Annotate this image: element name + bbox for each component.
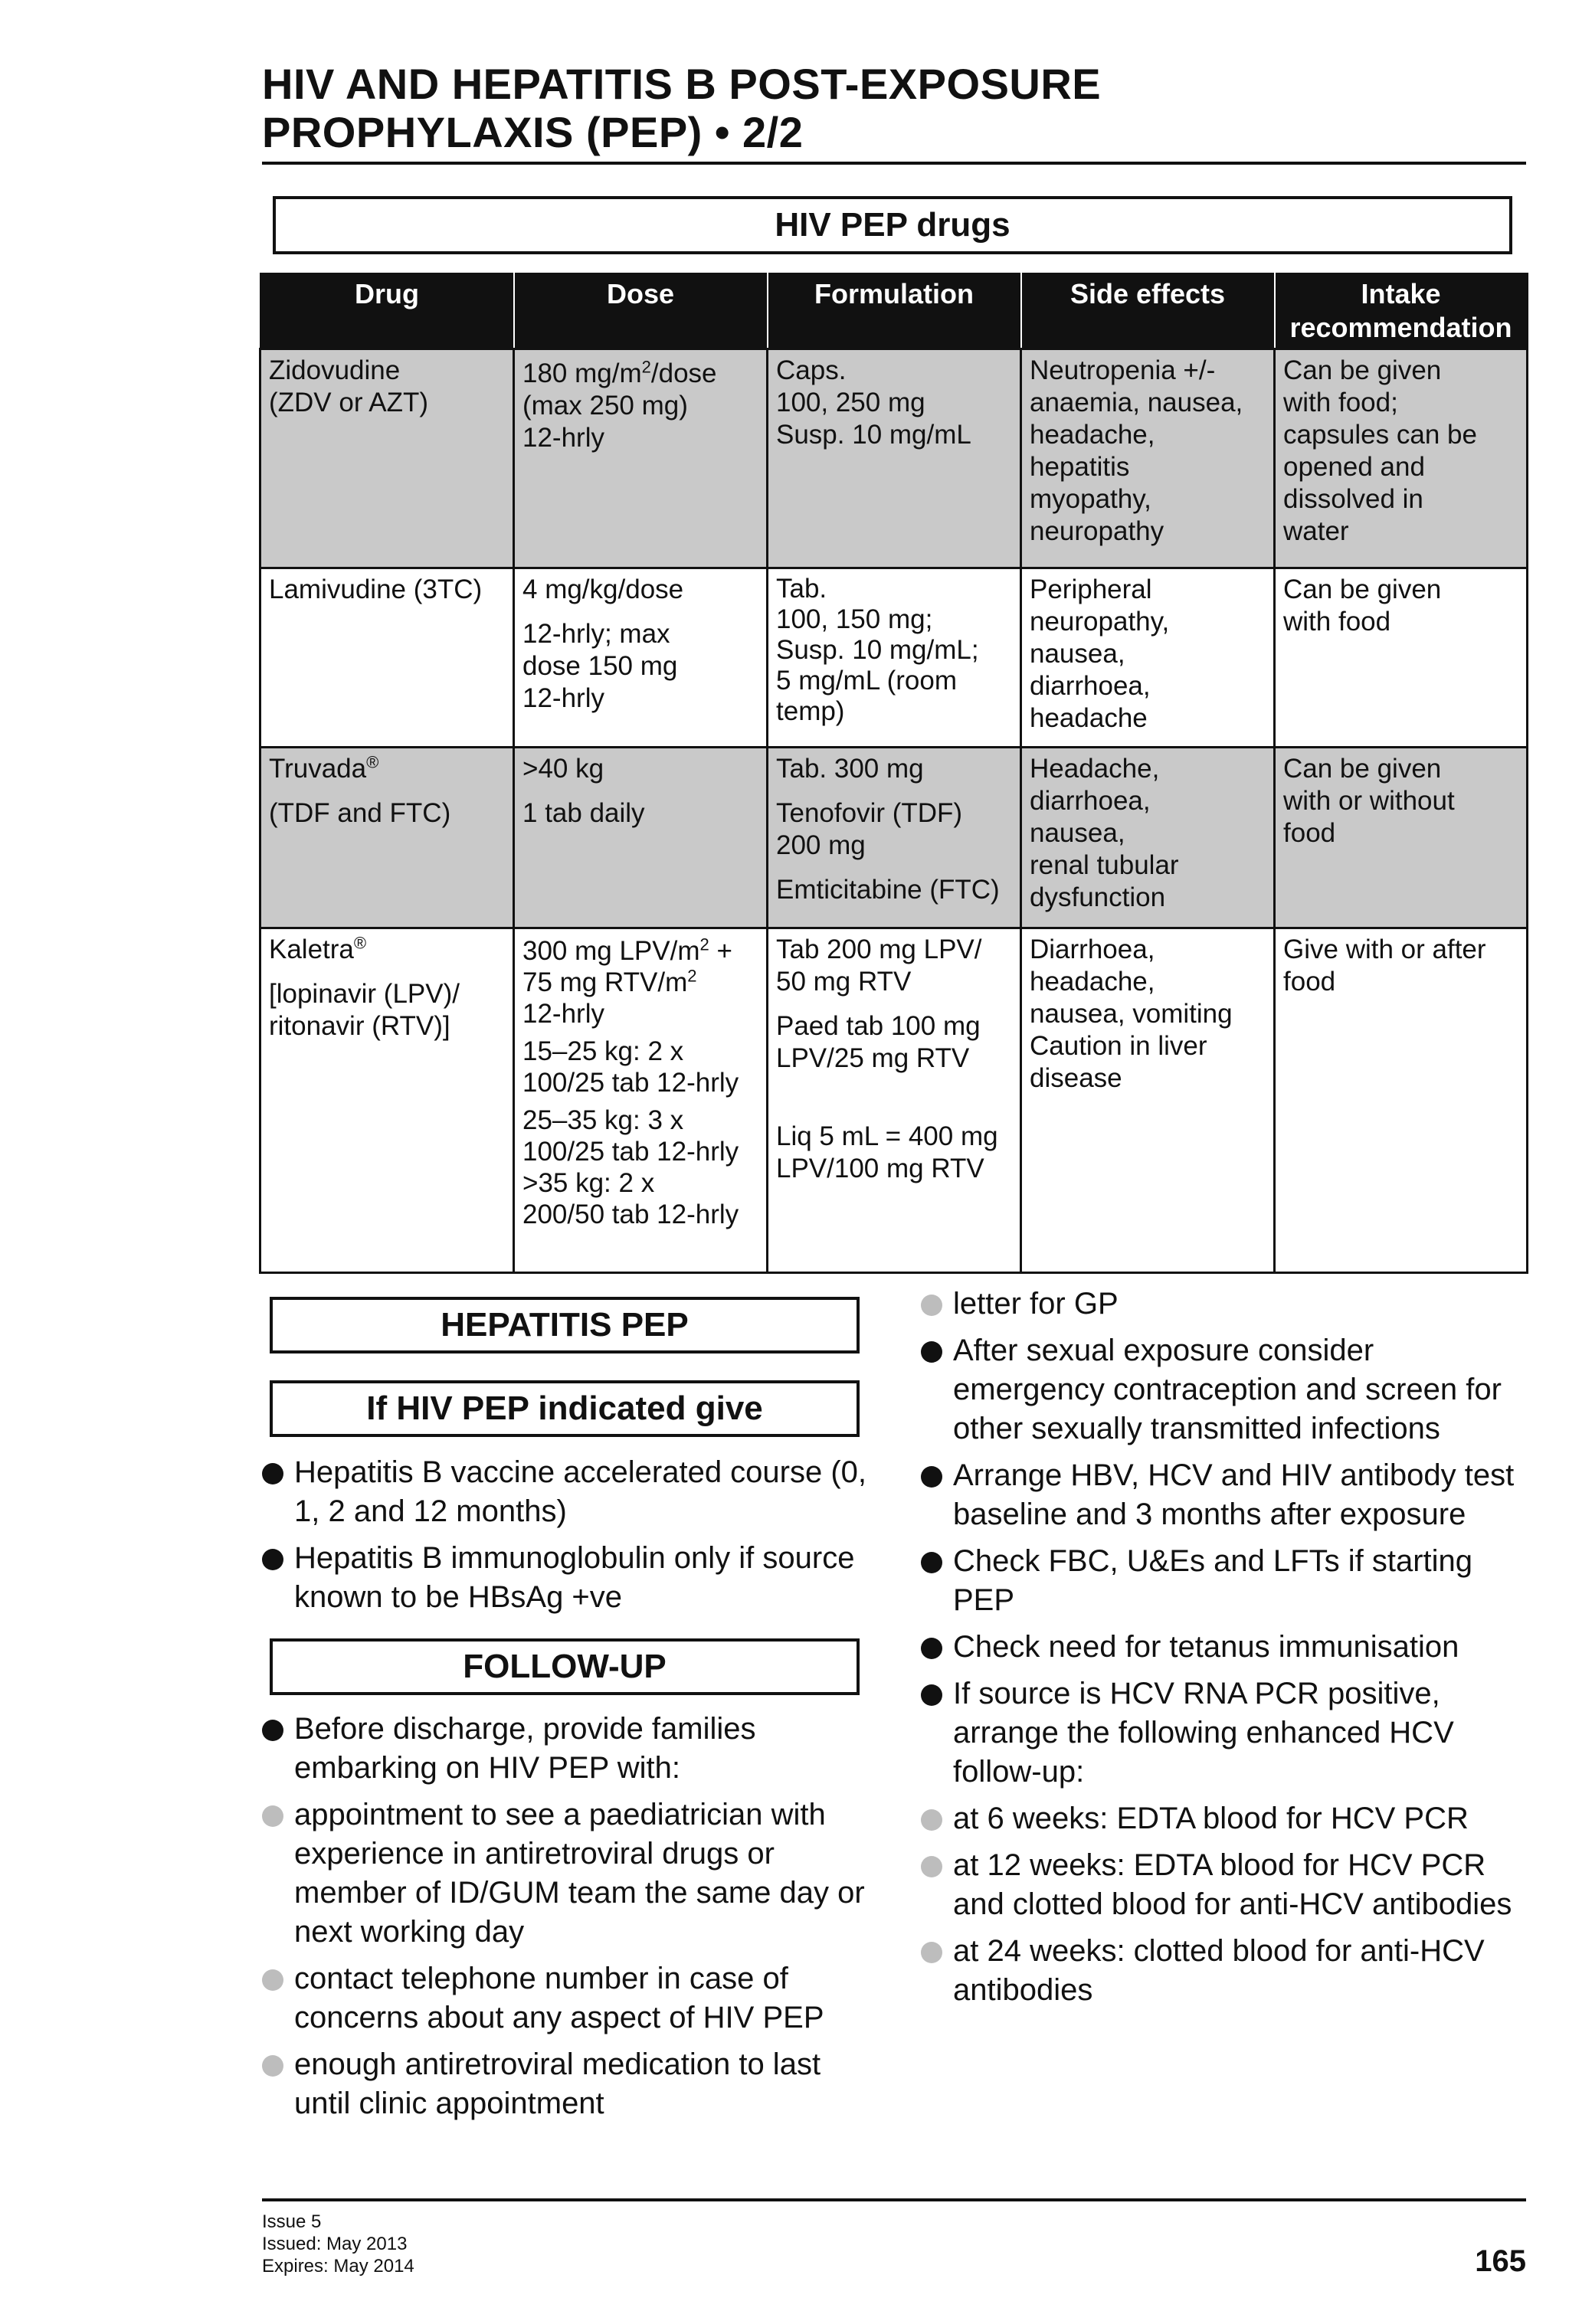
- issued-date: Issued: May 2013: [262, 2234, 408, 2254]
- cell-line: Zidovudine: [269, 355, 401, 385]
- cell-line: Tenofovir (TDF): [776, 798, 963, 828]
- cell-line: Diarrhoea,: [1030, 935, 1155, 964]
- follow-up-list-right: [919, 1285, 1532, 2018]
- hiv-pep-drugs-heading: HIV PEP drugs: [273, 196, 1512, 254]
- dose-text: /dose: [650, 358, 717, 388]
- cell-line: with or without: [1283, 786, 1455, 816]
- cell-line: Tab 200 mg LPV/: [776, 935, 982, 964]
- cell-line: food: [1283, 818, 1336, 848]
- list-item-text: Hepatitis B immunoglobulin only if source known to be HBsAg +ve: [294, 1541, 855, 1614]
- cell-formulation: [768, 748, 1021, 928]
- cell-line: Neutropenia +/-: [1030, 355, 1216, 385]
- cell-line: Can be given: [1283, 355, 1442, 385]
- list-item: [919, 1331, 1532, 1448]
- bullet-icon: [921, 1341, 942, 1363]
- sub-bullet-icon: [921, 1856, 942, 1877]
- cell-intake: [1275, 349, 1528, 568]
- cell-formulation: [768, 349, 1021, 568]
- bullet-icon: [921, 1638, 942, 1659]
- column-header-intake: Intake recommendation: [1275, 273, 1528, 349]
- cell-line: headache,: [1030, 420, 1155, 450]
- cell-side-effects: [1021, 748, 1275, 928]
- cell-formulation: [768, 568, 1021, 748]
- column-header-formulation: Formulation: [768, 273, 1021, 349]
- cell-line: 50 mg RTV: [776, 967, 912, 997]
- cell-line: renal tubular: [1030, 850, 1179, 880]
- cell-line: [269, 753, 505, 785]
- drug-name: Kaletra: [269, 935, 354, 964]
- list-item-text: After sexual exposure consider emergency contraception and screen for other sexually transmitted infections: [953, 1334, 1502, 1445]
- title-line-2: PROPHYLAXIS (PEP) • 2/2: [262, 108, 804, 156]
- cell-line: 15–25 kg: 2 x: [522, 1036, 684, 1066]
- cell-line: disease: [1030, 1063, 1122, 1093]
- title-rule: [262, 162, 1526, 165]
- sub-bullet-icon: [921, 1942, 942, 1963]
- cell-line: 4 mg/kg/dose: [522, 574, 684, 604]
- column-header-drug: Drug: [260, 273, 514, 349]
- list-item: [919, 1799, 1532, 1838]
- superscript: 2: [699, 935, 709, 954]
- bullet-icon: [262, 1549, 283, 1570]
- bullet-icon: [921, 1466, 942, 1488]
- footer-info: [262, 2211, 414, 2277]
- cell-intake: [1275, 568, 1528, 748]
- bullet-icon: [262, 1720, 283, 1741]
- cell-line: diarrhoea,: [1030, 786, 1151, 816]
- list-item-text: Hepatitis B vaccine accelerated course (0, 1, 2 and 12 months): [294, 1455, 867, 1528]
- cell-line: dose 150 mg: [522, 651, 678, 681]
- hepatitis-pep-heading: HEPATITIS PEP: [270, 1297, 860, 1353]
- cell-side-effects: [1021, 349, 1275, 568]
- cell-line: 100, 250 mg: [776, 388, 925, 417]
- cell-line: [522, 358, 758, 390]
- hiv-pep-drugs-table: [259, 273, 1528, 1274]
- cell-line: neuropathy: [1030, 516, 1164, 546]
- cell-line: Headache,: [1030, 754, 1160, 784]
- cell-line: >35 kg: 2 x: [522, 1168, 655, 1198]
- cell-line: nausea,: [1030, 639, 1125, 669]
- list-item: [919, 1628, 1532, 1667]
- cell-line: opened and: [1283, 452, 1425, 482]
- cell-line: [522, 935, 758, 967]
- cell-line: Lamivudine (3TC): [269, 574, 483, 604]
- cell-line: Can be given: [1283, 754, 1442, 784]
- cell-line: with food;: [1283, 388, 1398, 417]
- cell-formulation: [768, 928, 1021, 1273]
- cell-line: Emticitabine (FTC): [776, 875, 1000, 905]
- list-item-text: at 6 weeks: EDTA blood for HCV PCR: [953, 1802, 1469, 1835]
- sub-bullet-icon: [921, 1295, 942, 1316]
- bullet-icon: [921, 1552, 942, 1573]
- cell-line: Tab.: [776, 574, 827, 604]
- bullet-icon: [262, 1463, 283, 1484]
- cell-intake: [1275, 748, 1528, 928]
- hepatitis-list: [260, 1453, 873, 1625]
- table-row-zidovudine: [260, 349, 1528, 568]
- superscript: 2: [641, 357, 651, 377]
- list-item: [919, 1456, 1532, 1534]
- cell-line: nausea,: [1030, 818, 1125, 848]
- cell-line: Tab. 300 mg: [776, 754, 924, 784]
- issue-number: Issue 5: [262, 2211, 322, 2232]
- list-item: [260, 1453, 873, 1531]
- cell-line: Caps.: [776, 355, 847, 385]
- cell-line: Give with or after: [1283, 935, 1486, 964]
- cell-line: LPV/100 mg RTV: [776, 1154, 984, 1183]
- column-header-side-effects: Side effects: [1021, 273, 1275, 349]
- cell-drug: [260, 568, 514, 748]
- footer-rule: [262, 2198, 1526, 2201]
- cell-line: Liq 5 mL = 400 mg: [776, 1121, 998, 1151]
- dose-text: 180 mg/m: [522, 358, 642, 388]
- sub-bullet-icon: [262, 1805, 283, 1827]
- follow-up-heading: FOLLOW-UP: [270, 1638, 860, 1695]
- list-item-text: letter for GP: [953, 1287, 1119, 1321]
- expires-date: Expires: May 2014: [262, 2256, 414, 2277]
- follow-up-list-left: [260, 1710, 873, 2131]
- list-item-text: enough antiretroviral medication to last until clinic appointment: [294, 2047, 821, 2120]
- cell-line: Susp. 10 mg/mL: [776, 420, 971, 450]
- cell-line: hepatitis: [1030, 452, 1130, 482]
- cell-line: 12-hrly: [522, 683, 604, 713]
- cell-line: [269, 934, 505, 966]
- cell-line: Paed tab 100 mg: [776, 1011, 981, 1041]
- cell-line: headache: [1030, 703, 1148, 733]
- list-item: [919, 1846, 1532, 1924]
- cell-line: with food: [1283, 607, 1391, 637]
- cell-line: 200 mg: [776, 830, 866, 860]
- cell-line: [lopinavir (LPV)/: [269, 979, 460, 1009]
- cell-line: Susp. 10 mg/mL;: [776, 635, 979, 665]
- superscript: 2: [687, 966, 697, 986]
- dose-text: 75 mg RTV/m: [522, 967, 688, 997]
- list-item-text: Check need for tetanus immunisation: [953, 1630, 1459, 1664]
- page-number: 165: [1475, 2244, 1526, 2278]
- cell-line: 12-hrly: [522, 999, 604, 1029]
- cell-line: Can be given: [1283, 574, 1442, 604]
- cell-line: (ZDV or AZT): [269, 388, 429, 417]
- list-item-text: at 12 weeks: EDTA blood for HCV PCR and clotted blood for anti-HCV antibodies: [953, 1848, 1512, 1921]
- list-item: [919, 1674, 1532, 1792]
- cell-line: Caution in liver: [1030, 1031, 1207, 1061]
- dose-text: 300 mg LPV/m: [522, 936, 700, 966]
- bullet-icon: [921, 1684, 942, 1706]
- list-item: [919, 1542, 1532, 1620]
- sub-bullet-icon: [262, 1969, 283, 1991]
- table-row-kaletra: [260, 928, 1528, 1273]
- cell-side-effects: [1021, 568, 1275, 748]
- cell-line: 12-hrly: [522, 423, 604, 453]
- registered-mark: ®: [366, 752, 379, 772]
- cell-line: water: [1283, 516, 1349, 546]
- list-item-text: Check FBC, U&Es and LFTs if starting PEP: [953, 1544, 1473, 1617]
- list-item: [260, 2045, 873, 2123]
- cell-intake: [1275, 928, 1528, 1273]
- cell-line: dissolved in: [1283, 484, 1423, 514]
- cell-dose: [514, 748, 768, 928]
- cell-line: myopathy,: [1030, 484, 1151, 514]
- table-row-truvada: [260, 748, 1528, 928]
- cell-drug: [260, 349, 514, 568]
- cell-drug: [260, 928, 514, 1273]
- list-item: [919, 1932, 1532, 2010]
- list-item: [919, 1285, 1532, 1324]
- list-item-text: If source is HCV RNA PCR positive, arrange the following enhanced HCV follow-up:: [953, 1677, 1454, 1789]
- list-item-text: at 24 weeks: clotted blood for anti-HCV antibodies: [953, 1934, 1485, 2007]
- cell-line: 1 tab daily: [522, 798, 645, 828]
- list-item: [260, 1795, 873, 1952]
- list-item: [260, 1710, 873, 1788]
- cell-line: diarrhoea,: [1030, 671, 1151, 701]
- cell-line: 100/25 tab 12-hrly: [522, 1137, 739, 1167]
- cell-dose: [514, 568, 768, 748]
- dose-text: +: [709, 936, 732, 966]
- drug-name: Truvada: [269, 754, 367, 784]
- cell-line: 25–35 kg: 3 x: [522, 1105, 684, 1135]
- cell-line: LPV/25 mg RTV: [776, 1043, 970, 1073]
- cell-dose: [514, 928, 768, 1273]
- cell-line: food: [1283, 967, 1336, 997]
- if-hiv-pep-indicated-heading: If HIV PEP indicated give: [270, 1380, 860, 1437]
- registered-mark: ®: [353, 933, 367, 953]
- cell-line: 100, 150 mg;: [776, 604, 933, 634]
- list-item-text: Before discharge, provide families embarking on HIV PEP with:: [294, 1712, 756, 1785]
- cell-line: nausea, vomiting: [1030, 999, 1233, 1029]
- cell-line: (TDF and FTC): [269, 798, 451, 828]
- cell-line: 200/50 tab 12-hrly: [522, 1200, 739, 1229]
- cell-line: capsules can be: [1283, 420, 1477, 450]
- list-item-text: Arrange HBV, HCV and HIV antibody test baseline and 3 months after exposure: [953, 1458, 1515, 1531]
- table-row-lamivudine: [260, 568, 1528, 748]
- cell-drug: [260, 748, 514, 928]
- cell-line: >40 kg: [522, 754, 604, 784]
- cell-line: 100/25 tab 12-hrly: [522, 1068, 739, 1098]
- cell-line: headache,: [1030, 967, 1155, 997]
- table-header-row: [260, 273, 1528, 349]
- cell-line: ritonavir (RTV)]: [269, 1011, 450, 1041]
- column-header-dose: Dose: [514, 273, 768, 349]
- cell-dose: [514, 349, 768, 568]
- cell-line: neuropathy,: [1030, 607, 1170, 637]
- cell-line: anaemia, nausea,: [1030, 388, 1243, 417]
- list-item: [260, 1539, 873, 1617]
- cell-line: 5 mg/mL (room: [776, 666, 957, 696]
- sub-bullet-icon: [262, 2055, 283, 2077]
- cell-side-effects: [1021, 928, 1275, 1273]
- title-line-1: HIV AND HEPATITIS B POST-EXPOSURE: [262, 60, 1102, 108]
- list-item-text: appointment to see a paediatrician with experience in antiretroviral drugs or member of ID/GUM team the same day or next working day: [294, 1798, 865, 1949]
- cell-line: Peripheral: [1030, 574, 1152, 604]
- cell-line: [522, 967, 758, 998]
- page-title: [262, 60, 1526, 156]
- cell-line: temp): [776, 696, 845, 726]
- cell-line: 12-hrly; max: [522, 619, 670, 649]
- sub-bullet-icon: [921, 1809, 942, 1831]
- list-item: [260, 1959, 873, 2038]
- cell-line: (max 250 mg): [522, 391, 688, 421]
- list-item-text: contact telephone number in case of concerns about any aspect of HIV PEP: [294, 1962, 824, 2034]
- cell-line: dysfunction: [1030, 882, 1166, 912]
